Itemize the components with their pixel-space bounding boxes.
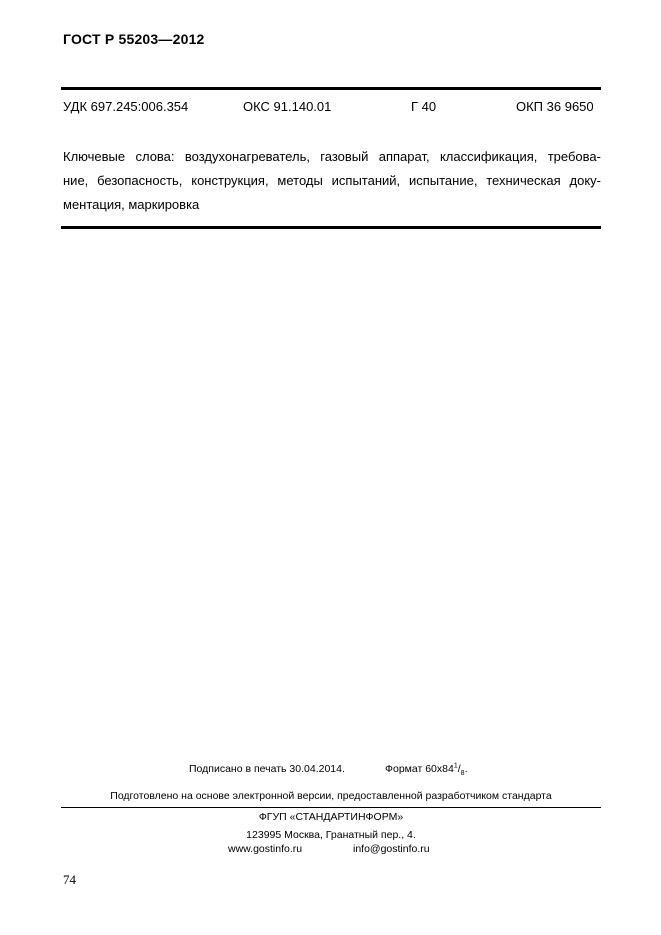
publisher-email: info@gostinfo.ru <box>353 843 430 855</box>
format-suffix: . <box>464 763 468 775</box>
oks-code: ОКС 91.140.01 <box>243 99 332 114</box>
prepared-note: Подготовлено на основе электронной версии, предоставленной разработчиком стандарта <box>110 790 552 802</box>
page-number: 74 <box>63 872 76 887</box>
signed-date: Подписано в печать 30.04.2014. <box>189 763 345 775</box>
print-format: Формат $60х84^1/_8$. <box>385 762 468 778</box>
okp-code: ОКП 36 9650 <box>516 99 594 114</box>
imprint-rule <box>61 807 601 808</box>
keywords-bottom-rule <box>61 226 601 229</box>
keywords-line: ние, безопасность, конструкция, методы испытаний, испытание, техническая доку- <box>63 173 601 188</box>
publisher-address: 123995 Москва, Гранатный пер., 4. <box>246 829 416 841</box>
publisher-website: www.gostinfo.ru <box>228 843 303 855</box>
format-denominator: 8 <box>460 770 465 778</box>
udk-code: УДК 697.245:006.354 <box>63 99 189 114</box>
top-rule <box>61 87 601 90</box>
keywords-line: ментация, маркировка <box>63 197 200 212</box>
keywords-paragraph <box>63 145 601 217</box>
format-prefix: Формат 60х84 <box>385 763 454 775</box>
standard-code: ГОСТ Р 55203—2012 <box>63 31 205 47</box>
format-numerator: 1 <box>453 762 458 770</box>
keywords-line: Ключевые слова: воздухонагреватель, газовый аппарат, классификация, требова- <box>63 149 601 164</box>
g-code: Г 40 <box>411 99 437 114</box>
publisher-name: ФГУП «СТАНДАРТИНФОРМ» <box>258 811 404 823</box>
